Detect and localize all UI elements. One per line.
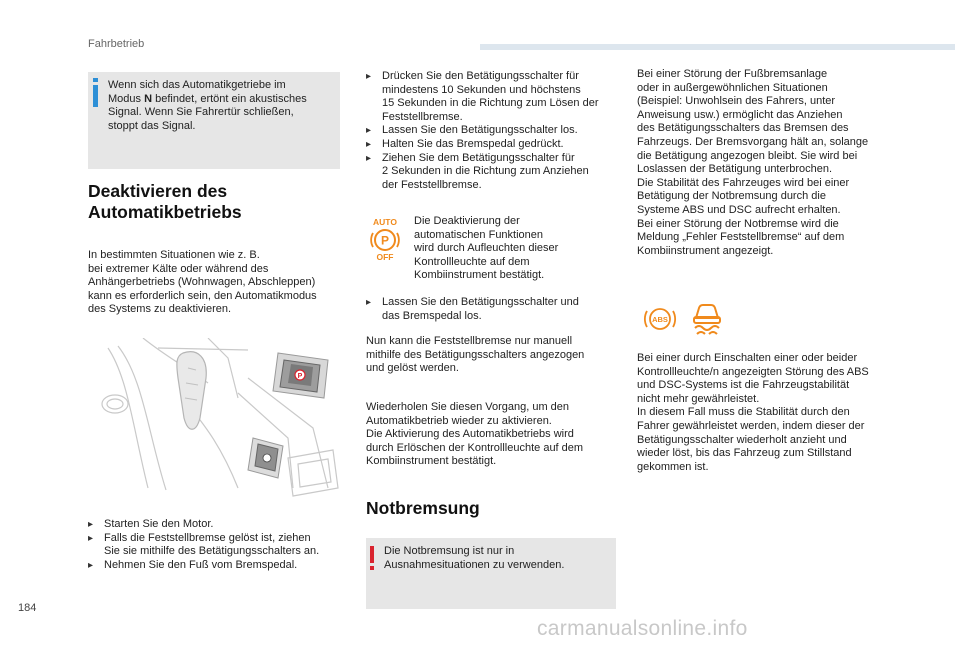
step-item: ▸ Lassen Sie den Betätigungsschalter und das Bremspedal los.: [366, 296, 628, 323]
info-line-2: Modus N befindet, ertönt ein akustisches: [108, 92, 307, 105]
abs-warning-icon: [640, 305, 680, 333]
watermark: carmanualsonline.info: [537, 617, 748, 640]
svg-text:P: P: [297, 373, 303, 380]
header-bar: [480, 44, 955, 50]
step-item: ▸ Starten Sie den Motor.: [88, 518, 350, 532]
step-item: ▸ Lassen Sie den Betätigungsschalter los.: [366, 124, 628, 138]
step-item: ▸ Drücken Sie den Betätigungsschalter für mindestens 10 Sekunden und höchstens 15 Sekunden in die Richtung zum Lösen der Feststellbremse.: [366, 70, 628, 124]
info-icon: [93, 78, 98, 82]
step-item: ▸ Ziehen Sie dem Betätigungsschalter für 2 Sekunden in die Richtung zum Anziehen der Feststellbremse.: [366, 152, 628, 193]
warning-box: Die Notbremsung ist nur in Ausnahmesituationen zu verwenden.: [366, 538, 616, 609]
steps-list-deactivate: [366, 70, 628, 192]
emergency-brake-paragraph: Bei einer Störung der Fußbremsanlage oder in außergewöhnlichen Situationen (Beispiel: Unwohlsein des Fahrers, unter Anweisung usw.) ermöglicht das Anziehen des Betätigungsschalters das Bremsen des Fahrzeugs. Der Bremsvorgang hält an, solange die Betätigung angezogen bleibt. Sie wird bei Loslassen der Betätigung unterbrochen. Die Stabilität des Fahrzeuges wird bei einer Betätigung der Notbremsung durch die Systeme ABS und DSC aufrecht erhalten. Bei einer Störung der Notbremse wird die Meldung „Fehler Feststellbremse“ auf dem Kombiinstrument angezeigt.: [637, 68, 869, 257]
svg-text:AUTO: AUTO: [373, 217, 397, 227]
step-item: ▸ Falls die Feststellbremse gelöst ist, ziehen Sie sie mithilfe des Betätigungsschalters an.: [88, 532, 350, 559]
page-number: 184: [18, 602, 37, 614]
warning-icon: [370, 546, 374, 563]
deactivation-note: Die Deaktivierung der automatischen Funktionen wird durch Aufleuchten dieser Kontrollleuchte auf dem Kombiinstrument bestätigt.: [414, 215, 559, 282]
svg-text:P: P: [380, 233, 390, 248]
dsc-stability-icon: [690, 300, 724, 336]
auto-p-off-warning-icon: [368, 216, 402, 262]
repeat-paragraph: Wiederholen Sie diesen Vorgang, um den Automatikbetrieb wieder zu aktivieren. Die Aktivierung des Automatikbetriebs wird durch Erlöschen der Kontrollleuchte auf dem Kombiinstrument bestätigt.: [366, 401, 584, 468]
heading-notbremsung: Notbremsung: [366, 498, 480, 518]
manual-paragraph: Nun kann die Feststellbremse nur manuell mithilfe des Betätigungsschalters angezogen und gelöst werden.: [366, 335, 585, 375]
svg-text:OFF: OFF: [376, 252, 394, 262]
info-box: [88, 72, 340, 169]
steps-list-start: [88, 518, 350, 572]
steps-list-release: [366, 296, 628, 323]
switch-inset: [273, 353, 328, 398]
info-line-3: Signal. Wenn Sie Fahrertür schließen,: [108, 106, 294, 119]
step-item: ▸ Halten Sie das Bremspedal gedrückt.: [366, 138, 628, 152]
heading-deaktivieren: Deaktivieren des Automatikbetriebs: [88, 181, 242, 222]
info-line-1: Wenn sich das Automatikgetriebe im: [108, 79, 286, 91]
svg-text:ABS: ABS: [652, 315, 668, 324]
warning-icon-dot: [370, 566, 374, 570]
info-line-4: stoppt das Signal.: [108, 119, 196, 132]
step-item: ▸ Nehmen Sie den Fuß vom Bremspedal.: [88, 559, 350, 573]
abs-dsc-paragraph: Bei einer durch Einschalten einer oder beider Kontrollleuchte/n angezeigten Störung des ABS und DSC-Systems ist die Fahrzeugstabilität nicht mehr gewährleistet. In diesem Fall muss die Stabilität durch den Fahrer gewährleistet werden, indem dieser der Betätigungsschalter wiederholt anzieht und wieder löst, bis das Fahrzeug zum Stillstand gekommen ist.: [637, 352, 869, 473]
intro-paragraph: In bestimmten Situationen wie z. B. bei extremer Kälte oder während des Anhängerbetriebs (Wohnwagen, Abschleppen) kann es erforderlich sein, den Automatikmodus des Systems zu deaktivieren.: [88, 249, 317, 316]
center-console-illustration: [88, 338, 344, 500]
info-icon-bar: [93, 85, 98, 107]
section-title: Fahrbetrieb: [88, 38, 145, 50]
